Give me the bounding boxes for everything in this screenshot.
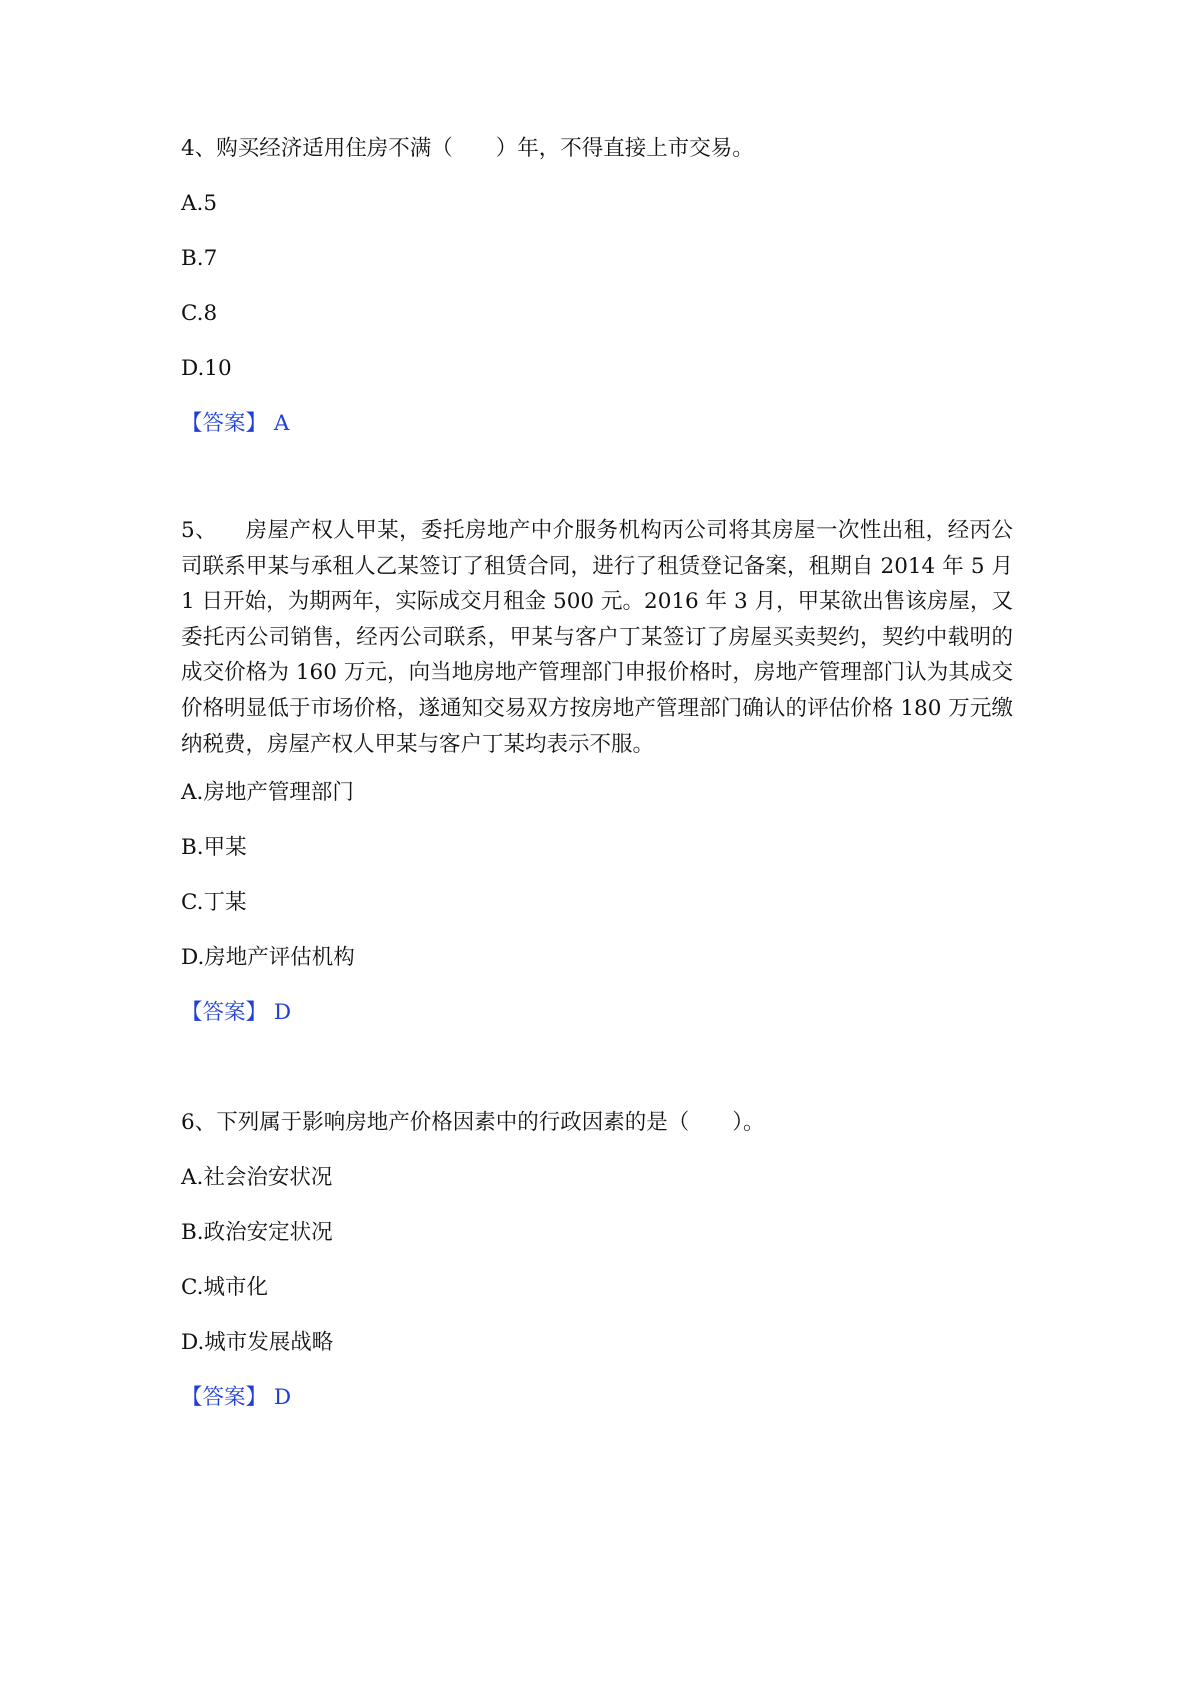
answer-line [181, 995, 291, 1031]
option-d: D.10 [181, 356, 232, 381]
option-a: A.5 [181, 191, 218, 216]
option-c: C.丁某 [181, 890, 247, 915]
question-6-stem [181, 1105, 764, 1141]
answer-line [181, 1380, 291, 1416]
question-number: 4、 [181, 136, 217, 161]
question-text: 下列属于影响房地产价格因素中的行政因素的是（ ）。 [216, 1110, 765, 1135]
option-d: D.城市发展战略 [181, 1330, 334, 1355]
answer-value: D [273, 1000, 292, 1025]
question-5-stem [181, 513, 1013, 762]
answer-label: 【答案】 [181, 1000, 268, 1025]
option-b: B.政治安定状况 [181, 1220, 333, 1245]
question-number: 5、 [181, 518, 218, 543]
answer-value: D [273, 1385, 292, 1410]
question-text: 购买经济适用住房不满（ ）年，不得直接上市交易。 [216, 136, 754, 161]
option-a: A.房地产管理部门 [181, 780, 354, 805]
option-b: B.7 [181, 246, 218, 271]
question-number: 6、 [181, 1110, 217, 1135]
answer-label: 【答案】 [181, 1385, 268, 1410]
answer-line [181, 406, 289, 442]
answer-label: 【答案】 [181, 411, 268, 436]
answer-value: A [273, 411, 290, 436]
option-c: C.城市化 [181, 1275, 269, 1300]
question-4-stem [181, 131, 754, 167]
option-a: A.社会治安状况 [181, 1165, 333, 1190]
option-b: B.甲某 [181, 835, 247, 860]
option-d: D.房地产评估机构 [181, 945, 355, 970]
question-text: 房屋产权人甲某，委托房地产中介服务机构丙公司将其房屋一次性出租，经丙公司联系甲某与承租人乙某签订了租赁合同，进行了租赁登记备案，租期自 2014 年 5 月 1 日开始，为期两年，实际成交月租金 500 元。2016 年 3 月，甲某欲出售该房屋，又委托丙公司销售，经丙公司联系，甲某与客户丁某签订了房屋买卖契约，契约中载明的成交价格为 160 万元，向当地房地产管理部门申报价格时，房地产管理部门认为其成交价格明显低于市场价格，遂通知交易双方按房地产管理部门确认的评估价格 180 万元缴纳税费，房屋产权人甲某与客户丁某均表示不服。 [181, 518, 1013, 757]
option-c: C.8 [181, 301, 218, 326]
